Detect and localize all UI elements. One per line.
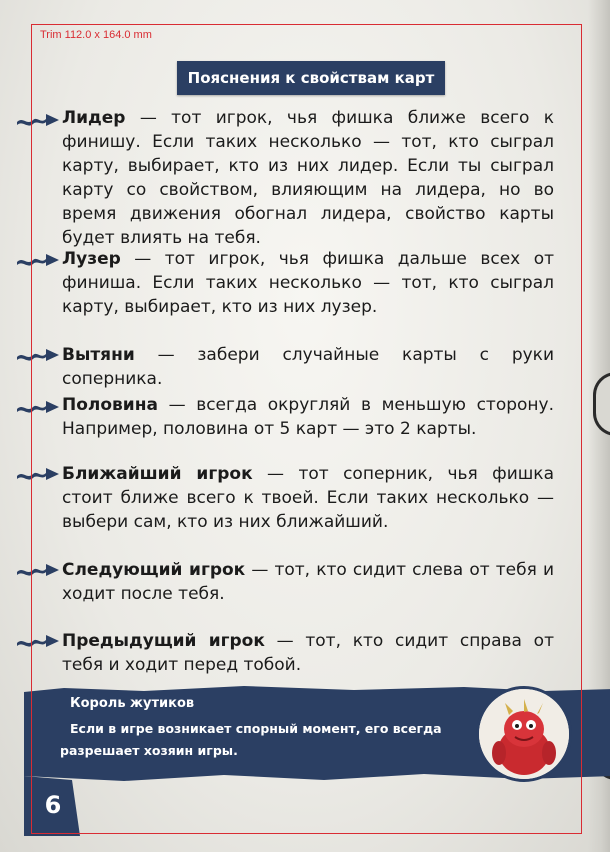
creature-icon: [479, 689, 569, 779]
bullet-arrow-icon: [15, 465, 61, 483]
bullet-arrow-icon: [15, 111, 61, 129]
entry-term: Предыдущий игрок: [62, 631, 265, 651]
entry-description: — тот, кто сидит справа от тебя и ходит перед тобой.: [62, 631, 554, 675]
entry-nearest-player: [62, 462, 554, 534]
bullet-arrow-icon: [15, 561, 61, 579]
page-number: 6: [44, 791, 62, 819]
entry-term: Лидер: [62, 108, 126, 128]
footer-title: Король жутиков: [70, 696, 195, 711]
entry-term: Следующий игрок: [62, 560, 246, 580]
bullet-arrow-icon: [15, 398, 61, 416]
entry-next-player: [62, 558, 554, 606]
king-avatar: [476, 686, 572, 782]
bullet-arrow-icon: [15, 632, 61, 650]
entry-term: Лузер: [62, 249, 121, 269]
entry-draw: [62, 343, 554, 391]
entry-leader: [62, 106, 554, 250]
entry-half: [62, 393, 554, 441]
entry-description: — забери случайные карты с руки соперника.: [62, 345, 554, 389]
entry-term: Ближайший игрок: [62, 464, 253, 484]
entry-previous-player: [62, 629, 554, 677]
entry-description: — тот соперник, чья фишка стоит ближе всего к твоей. Если таких несколько — выбери сам, кто из них ближайший.: [62, 464, 554, 532]
entry-term: Половина: [62, 395, 158, 415]
page-title-text: Пояснения к свойствам карт: [187, 69, 435, 87]
page-title: [177, 61, 445, 95]
bullet-arrow-icon: [15, 251, 61, 269]
entry-description: — тот, кто сидит слева от тебя и ходит после тебя.: [62, 560, 555, 604]
trim-label: Trim 112.0 x 164.0 mm: [40, 29, 152, 41]
entry-description: — всегда округляй в меньшую сторону. Например, половина от 5 карт — это 2 карты.: [62, 395, 554, 439]
footer-text: Если в игре возникает спорный момент, его всегда разрешает хозяин игры.: [60, 721, 442, 758]
bullet-arrow-icon: [15, 346, 61, 364]
entry-loser: [62, 247, 554, 319]
entry-term: Вытяни: [62, 345, 135, 365]
entry-description: — тот игрок, чья фишка дальше всех от финиша. Если таких несколько — тот, кто сыграл карту, выбирает, кто из них лузер.: [62, 249, 554, 317]
entry-description: — тот игрок, чья фишка ближе всего к финишу. Если таких несколько — тот, кто сыграл карту, выбирает, кто из них лидер. Если ты сыграл карту со свойством, влияющим на лидера, но во время движения обогнал лидера, свойство карты будет влиять на тебя.: [62, 108, 554, 248]
